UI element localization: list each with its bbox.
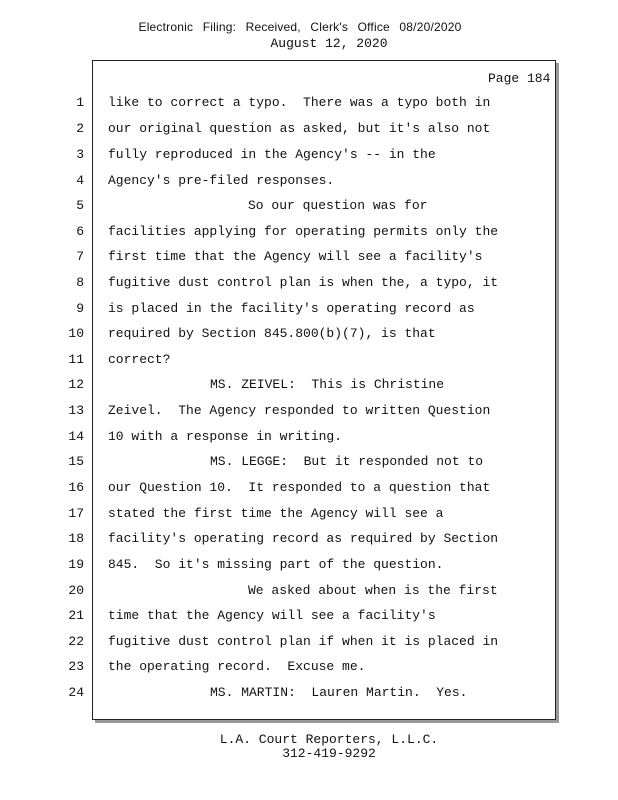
line-number: 24 bbox=[68, 685, 84, 700]
transcript-line: MS. ZEIVEL: This is Christine bbox=[210, 377, 445, 392]
line-number: 17 bbox=[68, 506, 84, 521]
transcript-line: our Question 10. It responded to a question that bbox=[108, 480, 491, 495]
line-number: 13 bbox=[68, 403, 84, 418]
line-number: 3 bbox=[76, 147, 84, 162]
transcript-line: 845. So it's missing part of the question. bbox=[108, 557, 444, 572]
line-number: 2 bbox=[76, 121, 84, 136]
court-reporter-phone: 312-419-9292 bbox=[282, 746, 376, 761]
transcript-line: Zeivel. The Agency responded to written Question bbox=[108, 403, 491, 418]
line-number: 9 bbox=[76, 301, 84, 316]
transcript-line: 10 with a response in writing. bbox=[108, 429, 343, 444]
transcript-date: August 12, 2020 bbox=[270, 36, 388, 51]
transcript-line: fugitive dust control plan if when it is placed in bbox=[108, 634, 499, 649]
line-number: 15 bbox=[68, 454, 84, 469]
transcript-line: our original question as asked, but it's also not bbox=[108, 121, 491, 136]
line-number: 6 bbox=[76, 224, 84, 239]
transcript-line: fully reproduced in the Agency's -- in the bbox=[108, 147, 436, 162]
transcript-line: facility's operating record as required by Section bbox=[108, 531, 499, 546]
line-number: 11 bbox=[68, 352, 84, 367]
page-number: Page 184 bbox=[488, 71, 551, 86]
line-number: 10 bbox=[68, 326, 84, 341]
line-number: 5 bbox=[76, 198, 84, 213]
transcript-line: the operating record. Excuse me. bbox=[108, 659, 366, 674]
transcript-line: facilities applying for operating permits only the bbox=[108, 224, 499, 239]
transcript-line: MS. MARTIN: Lauren Martin. Yes. bbox=[210, 685, 468, 700]
transcript-line: like to correct a typo. There was a typo both in bbox=[108, 95, 491, 110]
transcript-line: MS. LEGGE: But it responded not to bbox=[210, 454, 484, 469]
transcript-line: required by Section 845.800(b)(7), is that bbox=[108, 326, 436, 341]
line-number: 4 bbox=[76, 173, 84, 188]
transcript-line: time that the Agency will see a facility's bbox=[108, 608, 436, 623]
line-number: 20 bbox=[68, 583, 84, 598]
line-number: 21 bbox=[68, 608, 84, 623]
line-number: 14 bbox=[68, 429, 84, 444]
line-number: 19 bbox=[68, 557, 84, 572]
line-number: 16 bbox=[68, 480, 84, 495]
transcript-line: stated the first time the Agency will see a bbox=[108, 506, 444, 521]
transcript-line: correct? bbox=[108, 352, 171, 367]
transcript-line: So our question was for bbox=[248, 198, 428, 213]
court-reporter-name: L.A. Court Reporters, L.L.C. bbox=[219, 732, 439, 747]
line-number: 18 bbox=[68, 531, 84, 546]
line-number: 12 bbox=[68, 377, 84, 392]
line-number: 7 bbox=[76, 249, 84, 264]
transcript-line: first time that the Agency will see a facility's bbox=[108, 249, 483, 264]
filing-stamp: Electronic Filing: Received, Clerk's Office 08/20/2020 bbox=[138, 20, 462, 34]
page-footer bbox=[0, 733, 618, 761]
line-number: 8 bbox=[76, 275, 84, 290]
transcript-line: is placed in the facility's operating record as bbox=[108, 301, 475, 316]
transcript-line: Agency's pre-filed responses. bbox=[108, 173, 335, 188]
line-number: 23 bbox=[68, 659, 84, 674]
transcript-line: fugitive dust control plan is when the, a typo, it bbox=[108, 275, 499, 290]
line-number: 22 bbox=[68, 634, 84, 649]
line-number: 1 bbox=[76, 95, 84, 110]
transcript-line: We asked about when is the first bbox=[248, 583, 498, 598]
